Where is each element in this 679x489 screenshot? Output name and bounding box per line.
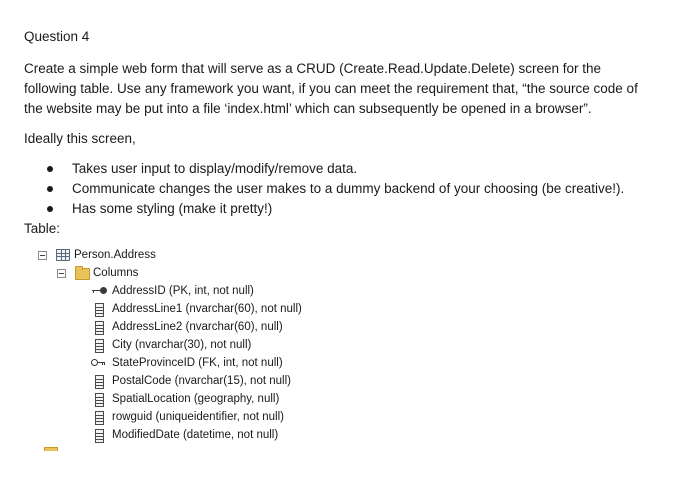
column-icon — [95, 429, 104, 443]
column-icon — [95, 303, 104, 317]
bullet-icon — [47, 166, 53, 172]
collapse-toggle-icon[interactable] — [38, 251, 47, 260]
collapse-toggle-icon[interactable] — [57, 269, 66, 278]
list-item — [24, 159, 664, 179]
list-item — [24, 179, 664, 199]
folder-icon — [44, 447, 58, 451]
column-label: AddressID (PK, int, not null) — [112, 285, 254, 297]
intro-paragraph — [24, 59, 664, 119]
list-item — [24, 199, 664, 219]
tree-node-label: Columns — [93, 267, 139, 279]
table-label: Table: — [24, 221, 61, 236]
column-icon — [95, 375, 104, 389]
column-icon — [95, 339, 104, 353]
column-icon — [95, 321, 104, 335]
cropped-tree-node — [44, 447, 58, 451]
table-icon — [56, 249, 70, 261]
column-label: ModifiedDate (datetime, not null) — [112, 429, 279, 441]
bullet-icon — [47, 206, 53, 212]
column-label: SpatialLocation (geography, null) — [112, 393, 280, 405]
foreign-key-icon — [91, 359, 105, 367]
list-item-text: Takes user input to display/modify/remove data. — [72, 161, 358, 176]
column-label: rowguid (uniqueidentifier, not null) — [112, 411, 284, 423]
column-label: City (nvarchar(30), not null) — [112, 339, 252, 351]
question-heading: Question 4 — [24, 29, 90, 44]
ideally-paragraph: Ideally this screen, — [24, 131, 136, 146]
intro-line-1: Create a simple web form that will serve as a CRUD (Create.Read.Update.Delete) screen for the — [24, 61, 601, 76]
column-icon — [95, 393, 104, 407]
column-label: PostalCode (nvarchar(15), not null) — [112, 375, 291, 387]
tree-node-label: Person.Address — [74, 249, 156, 261]
column-icon — [95, 411, 104, 425]
column-label: AddressLine2 (nvarchar(60), null) — [112, 321, 283, 333]
intro-line-3: the website may be put into a file ‘index.html’ which can subsequently be opened in a browser”. — [24, 101, 592, 116]
column-label: StateProvinceID (FK, int, not null) — [112, 357, 283, 369]
requirements-list — [24, 159, 664, 219]
list-item-text: Communicate changes the user makes to a dummy backend of your choosing (be creative!). — [72, 181, 625, 196]
folder-icon — [75, 268, 90, 280]
list-item-text: Has some styling (make it pretty!) — [72, 201, 273, 216]
primary-key-icon — [92, 287, 106, 295]
bullet-icon — [47, 186, 53, 192]
document-page — [24, 27, 664, 243]
intro-line-2: following table. Use any framework you want, if you can meet the requirement that, “the source code of — [24, 81, 638, 96]
column-label: AddressLine1 (nvarchar(60), not null) — [112, 303, 302, 315]
